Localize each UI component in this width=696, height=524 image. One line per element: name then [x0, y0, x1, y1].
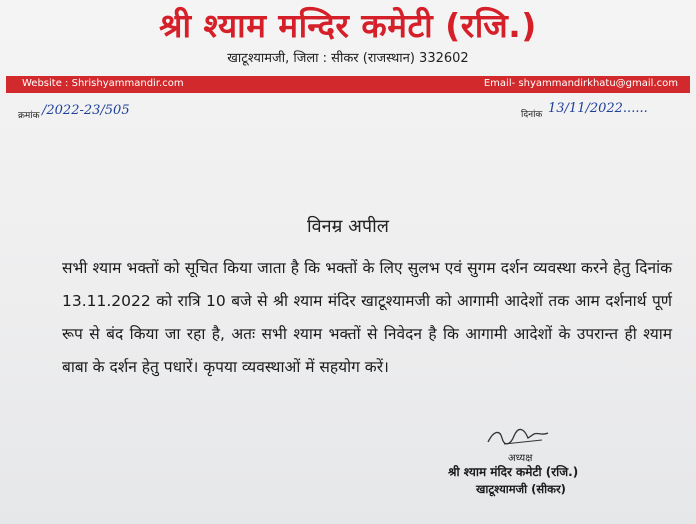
- notice-body: सभी श्याम भक्तों को सूचित किया जाता है कि भक्तों के लिए सुलभ एवं सुगम दर्शन व्यवस्था करने हेतु दिनांक 13.11.2022 को रात्रि 10 बजे से श्री श्याम मंदिर खाटूश्यामजी को आगामी आदेशों तक आम दर्शनार्थ पूर्ण रूप से बंद किया जा रहा है, अतः सभी श्याम भक्तों से निवेदन है कि आगामी आदेशों के उपरान्त ही श्याम बाबा के दर्शन हेतु पधारें। कृपया व्यवस्थाओं में सहयोग करें।: [62, 259, 672, 376]
- reference-label: क्रमांक: [18, 111, 40, 121]
- email-text: Email- shyammandirkhatu@gmail.com: [483, 78, 678, 89]
- website-text: Website : Shrishyammandir.com: [22, 78, 184, 89]
- signature-mark: [484, 424, 554, 452]
- signatory-organization: श्री श्याम मंदिर कमेटी (रजि.): [448, 465, 579, 479]
- reference-number: /2022-23/505: [42, 103, 130, 118]
- date-value: 13/11/2022......: [548, 101, 648, 116]
- signatory-designation: अध्यक्ष: [508, 453, 533, 464]
- notice-heading: विनम्र अपील: [307, 216, 389, 237]
- date-label: दिनांक: [521, 110, 543, 120]
- signatory-place: खाटूश्यामजी (सीकर): [476, 482, 566, 496]
- letterhead-title: श्री श्याम मन्दिर कमेटी (रजि.): [159, 6, 537, 45]
- contact-bar: [6, 76, 690, 93]
- letterhead-address: खाटूश्यामजी, जिला : सीकर (राजस्थान) 332602: [227, 51, 469, 66]
